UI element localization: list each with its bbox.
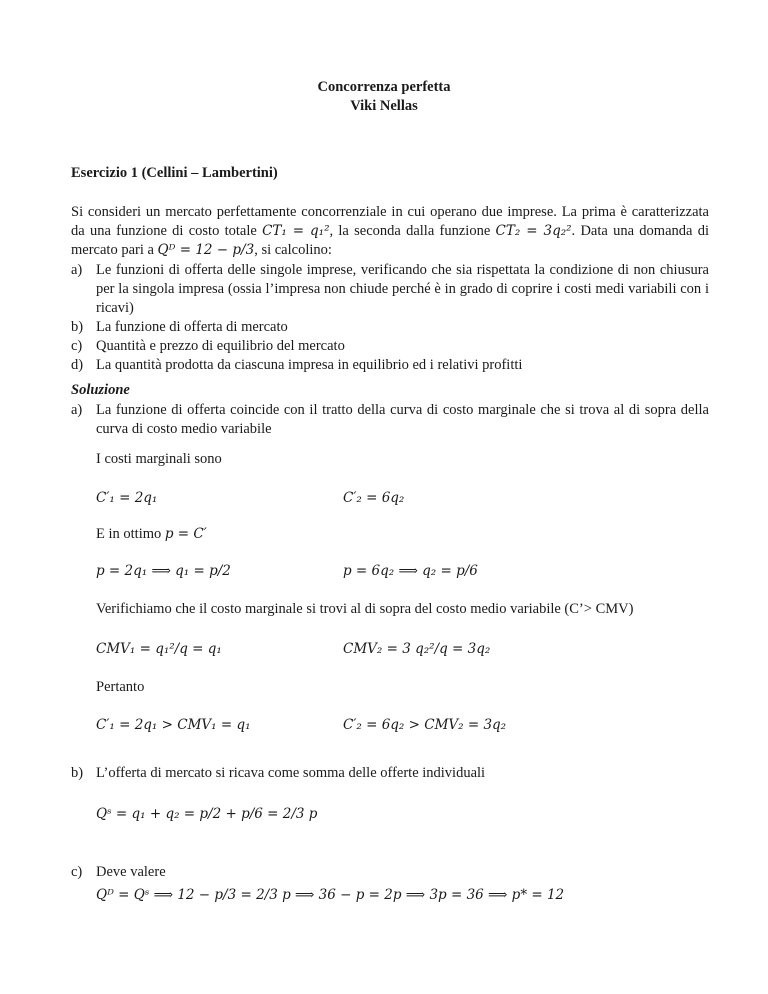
document-title: Concorrenza perfetta bbox=[317, 79, 451, 95]
solution-b-text: L’offerta di mercato si ricava come somma delle offerte individuali bbox=[96, 765, 486, 781]
solution-a bbox=[71, 401, 709, 439]
solution-heading: Soluzione bbox=[71, 382, 130, 398]
formula-cmv2: CMV₂ = 3 q₂²/q = 3q₂ bbox=[343, 641, 491, 657]
formula-optimum: p = C′ bbox=[164, 526, 207, 542]
formula-supply2: p = 6q₂ ⟹ q₂ = p/6 bbox=[343, 563, 478, 579]
question-c-text: Quantità e prezzo di equilibrio del mercato bbox=[96, 338, 345, 354]
optimum-label: E in ottimo bbox=[96, 526, 165, 542]
verify-label: Verifichiamo che il costo marginale si trovi al di sopra del costo medio variabile (C’> CMV) bbox=[96, 601, 634, 617]
formula-mc1: C′₁ = 2q₁ bbox=[96, 490, 158, 506]
document-header bbox=[0, 78, 768, 116]
intro-text-2: , la seconda dalla funzione bbox=[329, 223, 496, 239]
formula-mc2: C′₂ = 6q₂ bbox=[343, 490, 405, 506]
formula-cmv1: CMV₁ = q₁²/q = q₁ bbox=[96, 641, 222, 657]
question-c bbox=[71, 337, 709, 356]
question-d-text: La quantità prodotta da ciascuna impresa in equilibrio ed i relativi profitti bbox=[96, 357, 523, 373]
question-d-marker: d) bbox=[71, 357, 84, 373]
formula-demand: Qᴰ = 12 − p/3 bbox=[157, 242, 255, 258]
question-a-text: Le funzioni di offerta delle singole imprese, verificando che sia rispettata la condizione di non chiusura per la singola impresa (ossia l’impresa non chiude perché è in grado di coprire i costi medi variabili con i ricavi) bbox=[96, 262, 709, 316]
optimum-line bbox=[96, 526, 207, 543]
exercise-intro bbox=[71, 203, 709, 260]
exercise-heading: Esercizio 1 (Cellini – Lambertini) bbox=[71, 165, 278, 181]
therefore-label: Pertanto bbox=[96, 679, 145, 695]
marginal-costs-label: I costi marginali sono bbox=[96, 451, 222, 467]
formula-compare1: C′₁ = 2q₁ > CMV₁ = q₁ bbox=[96, 717, 251, 733]
intro-text-3: . Data una domanda di mercato pari a bbox=[71, 223, 709, 258]
question-a bbox=[71, 261, 709, 318]
formula-supply1: p = 2q₁ ⟹ q₁ = p/2 bbox=[96, 563, 231, 579]
question-d bbox=[71, 356, 709, 375]
solution-b-marker: b) bbox=[71, 765, 84, 781]
intro-text-1: Si consideri un mercato perfettamente concorrenziale in cui operano due imprese. La prima è caratterizzata da una funzione di costo totale bbox=[71, 204, 709, 239]
intro-text-4: , si calcolino: bbox=[254, 242, 332, 258]
formula-market-supply: Qˢ = q₁ + q₂ = p/2 + p/6 = 2/3 p bbox=[96, 806, 318, 822]
question-b-marker: b) bbox=[71, 319, 84, 335]
question-c-marker: c) bbox=[71, 338, 83, 354]
solution-b bbox=[71, 764, 709, 783]
formula-ct2: CT₂ = 3q₂² bbox=[495, 223, 572, 239]
solution-c-marker: c) bbox=[71, 864, 83, 880]
question-b-text: La funzione di offerta di mercato bbox=[96, 319, 288, 335]
solution-c bbox=[71, 863, 709, 882]
solution-c-text: Deve valere bbox=[96, 864, 166, 880]
formula-equilibrium: Qᴰ = Qˢ ⟹ 12 − p/3 = 2/3 p ⟹ 36 − p = 2p ⟹ 3p = 36 ⟹ p* = 12 bbox=[96, 887, 565, 903]
question-b bbox=[71, 318, 709, 337]
solution-a-text: La funzione di offerta coincide con il tratto della curva di costo marginale che si trova al di sopra della curva di costo medio variabile bbox=[96, 402, 709, 437]
question-a-marker: a) bbox=[71, 262, 83, 278]
solution-a-marker: a) bbox=[71, 402, 83, 418]
formula-compare2: C′₂ = 6q₂ > CMV₂ = 3q₂ bbox=[343, 717, 507, 733]
formula-ct1: CT₁ = q₁² bbox=[262, 223, 330, 239]
document-author: Viki Nellas bbox=[350, 98, 418, 114]
